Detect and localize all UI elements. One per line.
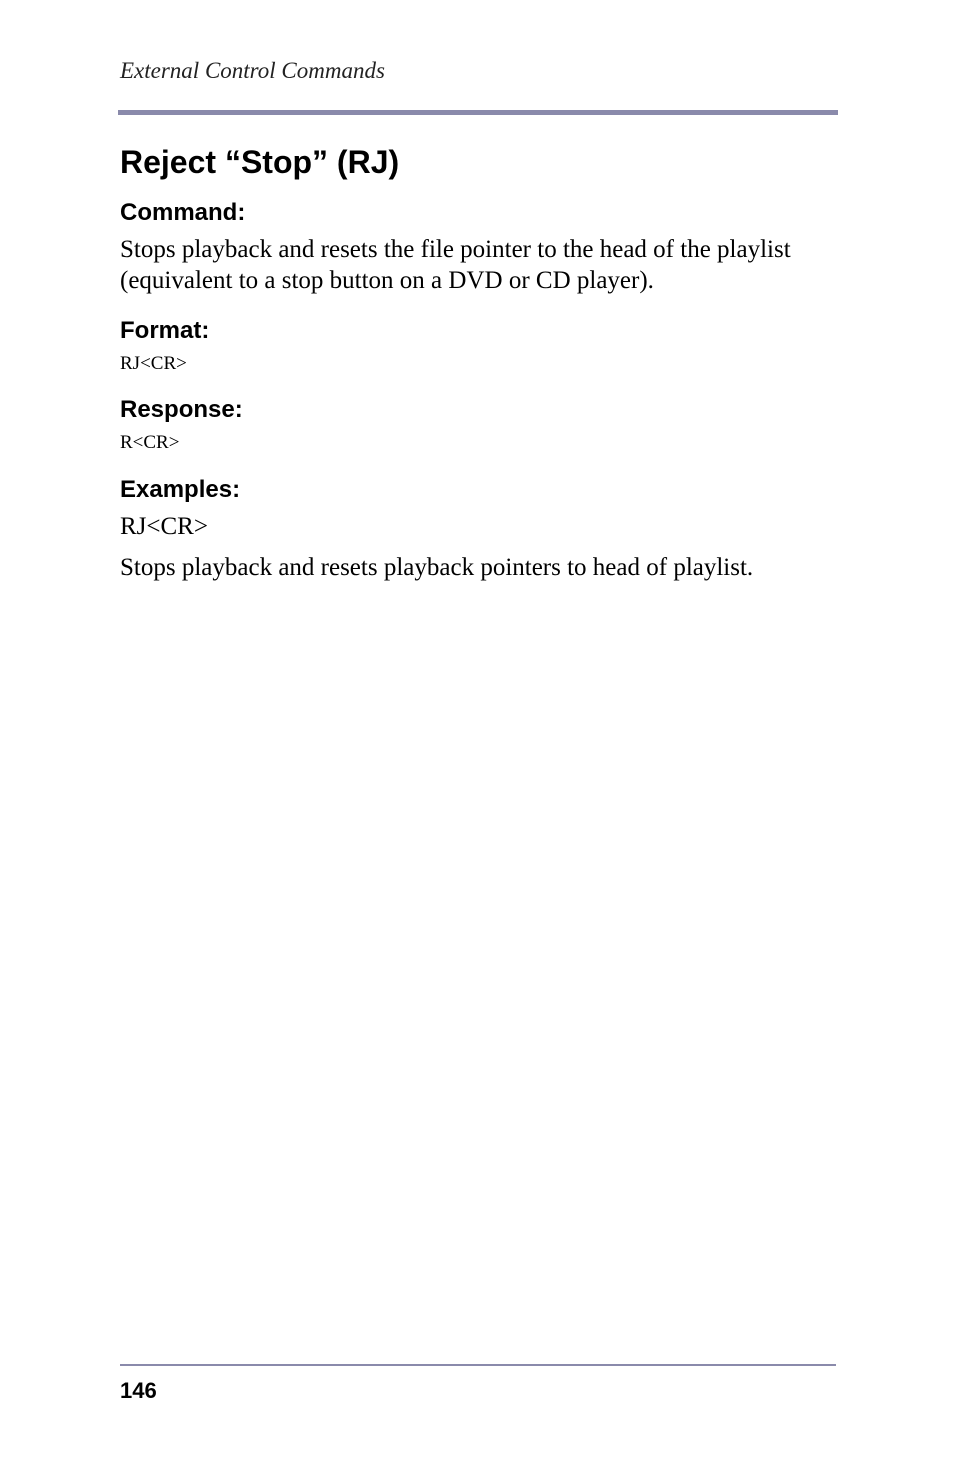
format-value: RJ<CR>: [120, 353, 187, 374]
page-number: 146: [120, 1378, 157, 1403]
response-label: Response:: [120, 396, 243, 423]
response-value: R<CR>: [120, 432, 180, 453]
section-title: Reject “Stop” (RJ): [120, 144, 400, 180]
command-label: Command:: [120, 199, 246, 226]
examples-label: Examples:: [120, 476, 241, 503]
footer-rule: [120, 1364, 836, 1366]
example-description: Stops playback and resets playback pointers to head of playlist.: [120, 554, 754, 581]
running-header: External Control Commands: [120, 58, 385, 83]
example-code: RJ<CR>: [120, 513, 208, 540]
header-rule: [118, 110, 838, 115]
command-description-line1: Stops playback and resets the file pointer to the head of the playlist: [120, 236, 791, 263]
format-label: Format:: [120, 317, 210, 344]
command-description-line2: (equivalent to a stop button on a DVD or CD player).: [120, 267, 654, 294]
